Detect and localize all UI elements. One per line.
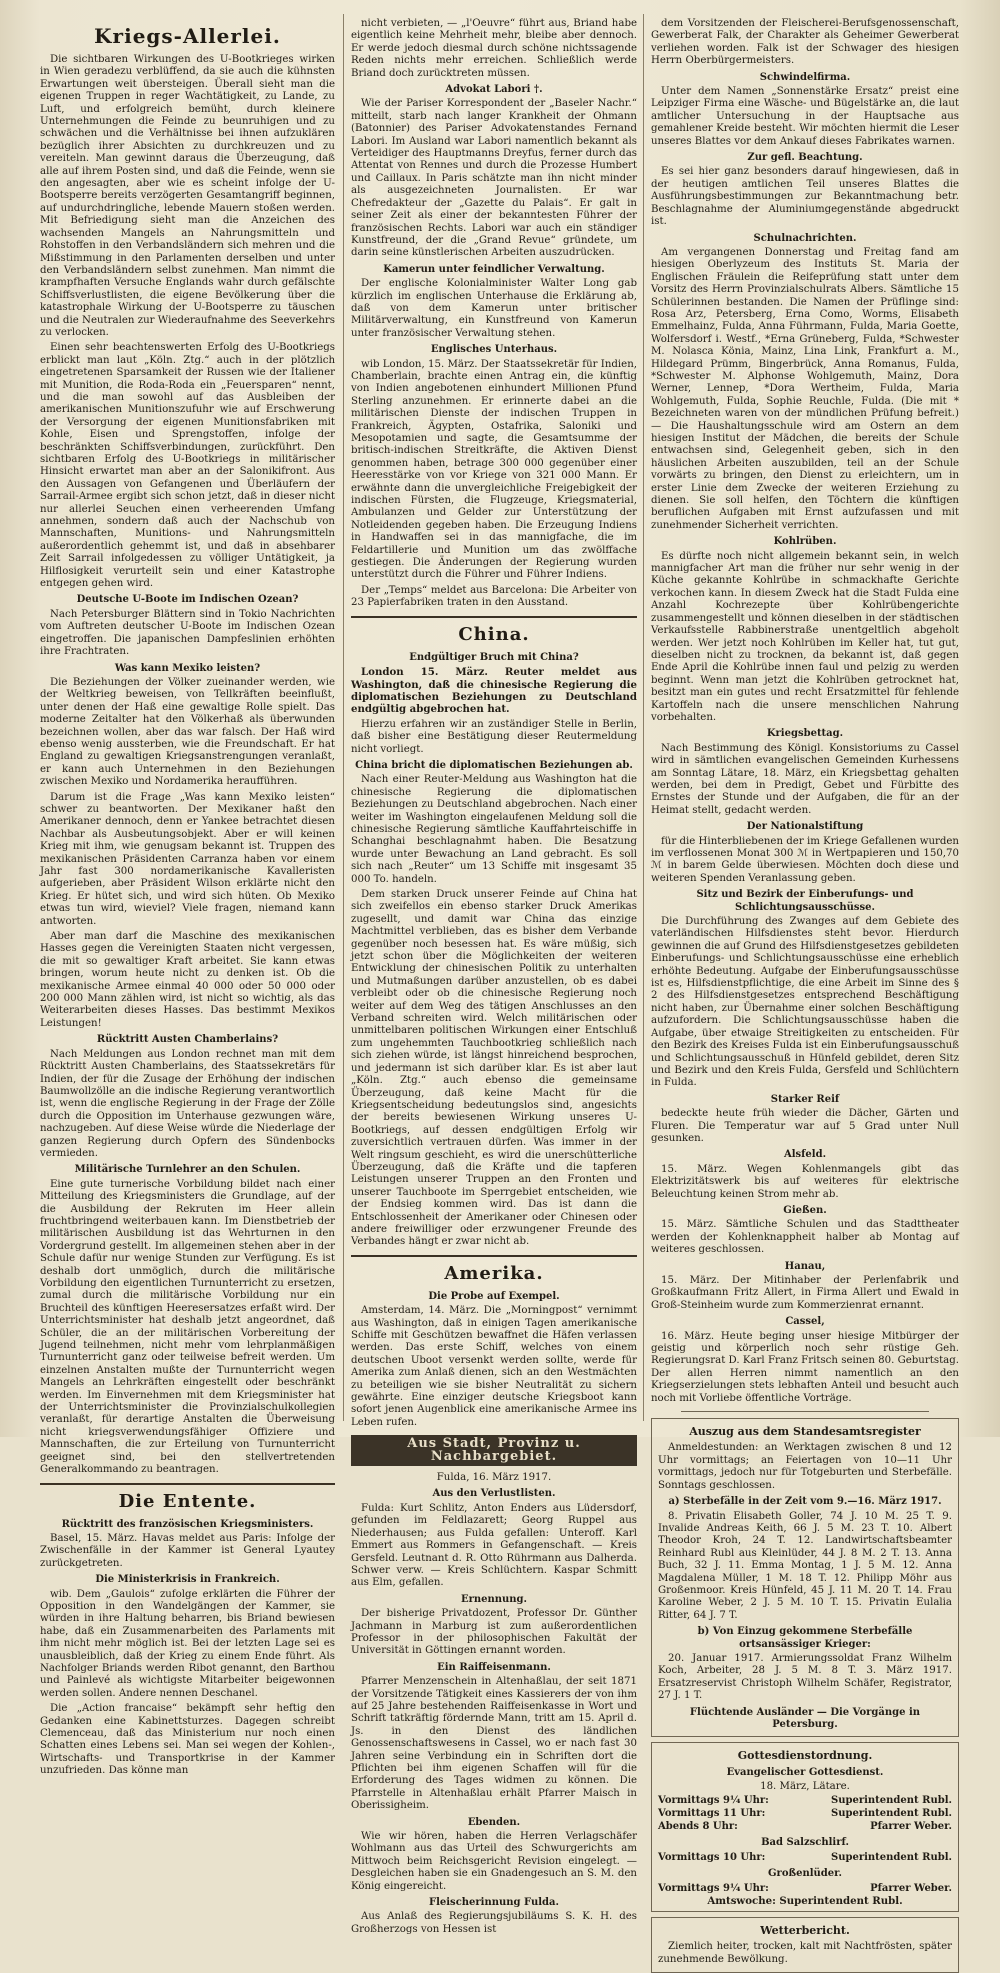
article-heading: Kohlrüben. bbox=[773, 536, 837, 548]
article-paragraph: Hierzu erfahren wir an zuständiger Stelle in Berlin, daß bisher eine Bestätigung dieser Reutermeldung nicht vorliegt. bbox=[351, 718, 637, 755]
article-heading: Gießen. bbox=[783, 1204, 827, 1216]
article-paragraph: 8. Privatin Elisabeth Goller, 74 J. 10 M. 25 T. 9. Invalide Andreas Keith, 66 J. 5 M. 23 T. 10. Albert Theodor Kroh, 24 T. 12. Landwirtschaftsbeamter Reinhard Rubl aus Kleinlüder, 44 J. 8 M. 2 T. 13. Anna Buch, 32 J. 11. Emma Montag, 1 J. 5 M. 12. Anna Magdalena Müller, 1 M. 18 T. 12. Philipp Möhr aus Großenmoor. Kreis Hünfeld, 45 J. 11 M. 20 T. 14. Frau Karoline Weber, 2 J. 5 M. 10 T. 15. Privatin Eulalia Ritter, 64 J. 7 T. bbox=[658, 1510, 952, 1621]
article-paragraph: wib London, 15. März. Der Staatssekretär für Indien, Chamberlain, brachte einen Antrag ein, die künftig von Indien angebotenen einhundert Millionen Pfund Sterling anzunehmen. Er erinnerte dabei an die militärischen Dienste der indischen Truppen in Frankreich, Ägypten, Ostafrika, Saloniki und Mesopotamien und sagte, die Gesamtsumme der britisch-indischen Streitkräfte, die Aktiven Dienst genommen haben, betrage 300 000 gegenüber einer Heeresstärke von vor Kriege von 321 000 Mann. Er erwähnte dann die unvergleichliche Freigebigkeit der indischen Fürsten, die Flugzeuge, Kriegsmaterial, Ambulanzen und Gelder zur Unterstützung der Notleidenden gegeben haben. Die Erzeugung Indiens in Handwaffen sei in das mannigfache, die im Feldartillerie und Munition um das zwölffache gestiegen. Die Änderungen der Regierung wurden unterstützt durch die Führer und Führer Indiens. bbox=[351, 358, 637, 581]
article-paragraph: Es sei hier ganz besonders darauf hingewiesen, daß in der heutigen amtlichen Teil unseres Blattes die Ausführungsbestimmungen zur Bekanntmachung betr. Beschlagnahme der Aluminiumgegenstände abgedruckt ist. bbox=[651, 166, 959, 228]
section-title-kriegs-allerlei: Kriegs-Allerlei. bbox=[94, 24, 281, 48]
service-row bbox=[658, 1820, 952, 1833]
article-heading: Alsfeld. bbox=[783, 1149, 827, 1161]
column-rule bbox=[643, 14, 644, 1421]
article-heading: Fleischerinnung Fulda. bbox=[429, 1897, 559, 1909]
article-heading: Evangelischer Gottesdienst. bbox=[726, 1766, 884, 1778]
service-time: Abends 8 Uhr: bbox=[658, 1820, 738, 1832]
section-title-entente: Die Entente. bbox=[118, 1490, 257, 1512]
article-paragraph: Der englische Kolonialminister Walter Long gab kürzlich im englischen Unterhause die Erklärung ab, daß von dem Kamerun unter britischer Militärverwaltung, ein Kunstfreund von Kamerun unter französischer Verwaltung stehen. bbox=[351, 278, 637, 339]
article-paragraph: Amsterdam, 14. März. Die „Morningpost“ vernimmt aus Washington, daß in einigen Tagen amerikanische Schiffe mit Geschützen bewaffnet die Häfen verlassen werden. Das erste Schiff, welches von einem deutschen Uboot versenkt werden sollte, werde für Amerika zum Anlaß dienen, sich an den Westmächten zu beteiligen wie sie bisher Neutralität zu sichern gewährte. Eine einziger deutsche Kriegsboot kann sofort jenen Augenblick eine amerikanische Armee ins Leben rufen. bbox=[351, 1305, 637, 1428]
article-heading: Englisches Unterhaus. bbox=[430, 344, 558, 356]
standesamt-box bbox=[651, 1418, 959, 1737]
dateline: Fulda, 16. März 1917. bbox=[436, 1472, 552, 1484]
article-paragraph: Die „Action francaise“ bekämpft sehr heftig den Gedanken eine Kabinettsturzes. Dagegen schreibt Clemenceau, daß das Ministerium nur noch einen Schatten eines Lebens sei. Man sei wegen der Kohlen-, Wirtschafts- und Transportkrise in der Kammer unzufrieden. Das könne man bbox=[40, 1703, 335, 1777]
article-paragraph: Die Beziehungen der Völker zueinander werden, wie der Weltkrieg beweisen, von Tellkräften beeinflußt, unter denen der Haß eine gewaltige Rolle spielt. Das moderne Zeitalter hat den Völkerhaß als überwunden bezeichnen wollen, aber das war falsch. Der Haß wird ebenso wenig aussterben, wie die Freundschaft. Er hat England zu gewaltigen Kriegsanstrengungen veranlaßt, er kann auch Unternehmen in den Beziehungen zwischen Mexiko und Nordamerika heraufführen. bbox=[40, 676, 335, 788]
article-paragraph: Darum ist die Frage „Was kann Mexiko leisten“ schwer zu beantworten. Der Mexikaner haßt den Amerikaner dennoch, denn er Yankee betrachtet diesen Nachbar als Ausbeutungsobjekt. Aber er will keinen Krieg mit ihm, wie genugsam bekannt ist. Truppen des mexikanischen Präsidenten Carranza haben vor einem Jahr fast 300 nordamerikanische Kavalleristen aufgerieben, aber Präsident Wilson erklärte nicht den Krieg. Er hütet sich, und wird sich hüten. Ob Mexiko etwas tun wird, wieviel? Viele fragen, niemand kann antworten. bbox=[40, 791, 335, 927]
article-paragraph: Der „Temps“ meldet aus Barcelona: Die Arbeiter von 23 Papierfabriken traten in den Ausstand. bbox=[351, 584, 637, 609]
divider bbox=[351, 1255, 637, 1257]
article-paragraph: Einen sehr beachtenswerten Erfolg des U-Bootkriegs erblickt man laut „Köln. Ztg.“ auch in der plötzlich eingetretenen Sparsamkeit der Russen wie der Italiener mit Munition, die Roda-Roda ein „Feuersparen“ nennt, und die man sowohl auf das Ausbleiben der amerikanischen Munitionszufuhr wie auf Erschwerung der Versorgung der eigenen Munitionsfabriken mit Kohle, Eisen und Sprengstoffen, infolge der beschränkten Schiffsverbindungen, zurückführt. Den sichtbaren Erfolg des U-Bootkriegs in militärischer Hinsicht erwartet man aber an der Salonikifront. Aus den Aussagen von Gefangenen und Überläufern der Sarrail-Armee ergibt sich schon jetzt, daß in dieser nicht nur allerlei Seuchen einen verheerenden Umfang annehmen, sondern daß auch der Nachschub von Mannschaften, Munitions- und Nahrungsmitteln außerordentlich gehemmt ist, und daß in absehbarer Zeit Sarrail infolgedessen zu völliger Untätigkeit, ja Hilflosigkeit verurteilt sein und einer Katastrophe entgegen gehen wird. bbox=[40, 342, 335, 590]
article-heading: Aus den Verlustlisten. bbox=[432, 1488, 556, 1500]
article-paragraph: Wie wir hören, haben die Herren Verlagschäfer Wohlmann aus das Urteil des Schwurgerichts am Mittwoch beim Reichsgericht Revision eingelegt. — Desgleichen haben sie ein Gnadengesuch an S. M. den König eingereicht. bbox=[351, 1831, 637, 1892]
article-paragraph: Nach Meldungen aus London rechnet man mit dem Rücktritt Austen Chamberlains, des Staatssekretärs für Indien, der für die Zusage der Erhöhung der indischen Baumwollzölle an die indische Regierung verantwortlich ist, wenn die englische Regierung in der Frage der Zölle durch die Opposition im Unterhause gezwungen wäre, nachzugeben. Auf diese Weise würde die Niederlage der ganzen Regierung durch Opfern des Sündenbocks vermieden. bbox=[40, 1048, 335, 1159]
divider bbox=[351, 616, 637, 618]
service-pastor: Pfarrer Weber. bbox=[870, 1883, 952, 1895]
article-heading: Die Ministerkrisis in Frankreich. bbox=[95, 1574, 280, 1586]
service-date: 18. März, Lätare. bbox=[760, 1781, 850, 1793]
section-title-china: China. bbox=[458, 623, 530, 645]
service-time: Vormittags 9¼ Uhr: bbox=[658, 1794, 769, 1806]
article-paragraph: Eine gute turnerische Vorbildung bildet nach einer Mitteilung des Kriegsministers die Grundlage, auf der die Ausbildung der Rekruten im Heer allein fruchtbringend weiterbauen kann. Im Dienstbetrieb der militärischen Ausbildung ist das Wehrturnen in den Vordergrund gestellt. Im allgemeinen stehen aber in der Schule dafür nur wenige Stunden zur Verfügung. Es ist deshalb dort unmöglich, durch die militärische Vorbildung den eigentlichen Turnunterricht zu ersetzen, zumal durch die militärische Vorbildung nur ein Bruchteil des künftigen Heeresersatzes erfaßt wird. Der Unterrichtsminister hat deshalb jetzt angeordnet, daß Schüler, die an der militärischen Vorbereitung der Jugend teilnehmen, nicht mehr vom lehrplanmäßigen Turnunterricht ganz oder teilweise befreit werden. Um einzelnen Anstalten mußte der Turnunterricht wegen Mangels an Lehrkräften eingestellt oder beschränkt werden. Im Einvernehmen mit dem Kriegsminister hat der Unterrichtsminister die Provinzialschulkollegien veranlaßt, für derartige Anstalten die Überweisung nicht kriegsverwendungsfähiger Offiziere und Mannschaften, die zur Erteilung von Turnunterricht geeignet sind, bei den stellvertretenden Generalkommando zu beantragen. bbox=[40, 1178, 335, 1476]
article-heading: Schwindelfirma. bbox=[759, 71, 851, 83]
article-paragraph: nicht verbieten, — „l'Oeuvre“ führt aus, Briand habe eigentlich keine Mehrheit mehr, bleibe aber dennoch. Er werde jedoch diesmal durch schöne nichtssagende Reden nichts mehr erreichen. Schließlich werde Briand doch zurücktreten müssen. bbox=[351, 18, 637, 79]
article-paragraph: dem Vorsitzenden der Fleischerei-Berufsgenossenschaft, Gewerberat Falk, der Charakter als Geheimer Gewerberat verliehen worden. Falk ist der Schwager des hiesigen Herrn Oberbürgermeisters. bbox=[651, 18, 959, 67]
article-heading: Endgültiger Bruch mit China? bbox=[409, 651, 579, 663]
service-time: Vormittags 9¼ Uhr: bbox=[658, 1883, 769, 1895]
article-heading: Wetterbericht. bbox=[760, 1923, 850, 1937]
article-heading: China bricht die diplomatischen Beziehungen ab. bbox=[355, 759, 633, 771]
article-paragraph: 20. Januar 1917. Armierungssoldat Franz Wilhelm Koch, Arbeiter, 28 J. 5 M. 8 T. 3. März 1917. Ersatzreservist Christoph Wilhelm Schäfer, Registrator, 27 J. 1 T. bbox=[658, 1652, 952, 1702]
article-paragraph: 15. März. Sämtliche Schulen und das Stadttheater werden der Kohlenknappheit halber ab Montag auf weiteres geschlossen. bbox=[651, 1219, 959, 1256]
article-heading: Starker Reif bbox=[770, 1093, 840, 1105]
article-paragraph: Unter dem Namen „Sonnenstärke Ersatz“ preist eine Leipziger Firma eine Wäsche- und Bügelstärke an, die laut amtlicher Untersuchung in der Hauptsache aus gemahlener Kreide besteht. Wir möchten hiermit die Leser unseres Blattes vor dem Ankauf dieses Fabrikates warnen. bbox=[651, 86, 959, 147]
article-paragraph: Fulda: Kurt Schlitz, Anton Enders aus Lüdersdorf, gefunden im Feldlazarett; Georg Ruppel aus Niederhausen; aus Fulda gefallen: Unteroff. Karl Emmert aus Rommers in Gefangenschaft. — Kreis Gersfeld. Leutnant d. R. Otto Rührmann aus Dalherda. Schwer verw. — Kreis Schlüchtern. Kaspar Schmitt aus Elm, gefallen. bbox=[351, 1502, 637, 1589]
article-heading: Ein Raiffeisenmann. bbox=[437, 1661, 551, 1673]
article-paragraph: London 15. März. Reuter meldet aus Washington, daß die chinesische Regierung die diplomatischen Beziehungen zu Deutschland endgültig abgebrochen hat. bbox=[351, 666, 637, 716]
service-time: Vormittags 11 Uhr: bbox=[658, 1807, 766, 1819]
column-rule bbox=[343, 14, 344, 1421]
article-paragraph: für die Hinterbliebenen der im Kriege Gefallenen wurden im verflossenen Monat 300 ℳ in Wertpapieren und 150,70 ℳ in barem Gelde überwiesen. Möchten doch diese und weiteren Spenden Veranlassung geben. bbox=[651, 835, 959, 884]
article-paragraph: Wie der Pariser Korrespondent der „Baseler Nachr.“ mitteilt, starb nach langer Krankheit der Ohmann (Batonnier) des Pariser Advokatenstandes Fernand Labori. Im Ausland war Labori namentlich bekannt als Verteidiger des Hauptmanns Dreyfus, ferner durch das Attentat von Rennes und durch die Prozesse Humbert und Caillaux. In Paris schätzte man ihn nicht minder als ausgezeichneten Journalisten. Er war Chefredakteur der „Gazette du Palais“. Er galt in seiner Zeit als einer der bekanntesten Führer der französischen Rechts. Labori war auch ein ständiger Kunstfreund, der die „Grand Revue“ gründete, um darin seine künstlerischen Arbeiten auszudrücken. bbox=[351, 98, 637, 259]
article-paragraph: 15. März. Der Mitinhaber der Perlenfabrik und Großkaufmann Fritz Allert, in Firma Allert und Ewald in Groß-Steinheim wurde zum Kommerzienrat ernannt. bbox=[651, 1275, 959, 1311]
article-heading: Ebenden. bbox=[467, 1816, 521, 1828]
article-paragraph: Dem starken Druck unserer Feinde auf China hat sich zweifellos ein ebenso starker Druck Amerikas zugesellt, und damit war China das einzige Machtmittel verblieben, das es bisher dem Verbande gegenüber noch besessen hat. Es wäre müßig, sich jetzt schon über die Möglichkeiten der weiteren Entwicklung der chinesischen Politik zu unterhalten und Mutmaßungen darüber anzustellen, ob es dabei verbleibt oder ob die chinesische Regierung noch weiter auf dem Weg des tätigen Anschlusses an den Verband schreiten wird. Welch militärischen oder unmittelbaren politischen Wirkungen einer Entschluß zum ungehemmten Tauchbootkrieg schließlich nach sich ziehen würde, ist längst hinreichend besprochen, und jedermann ist sich darüber klar. Es ist aber laut „Köln. Ztg.“ auch ebenso die gemeinsame Überzeugung, daß keine Macht für die Kriegsentscheidung bedeutungslos sind, angesichts der bereits bewiesenen Wirkung unseres U-Bootkriegs, auf dessen endgültigen Erfolg wir zuversichtlich vertrauen dürfen. Was immer in der Welt ringsum geschieht, es wird die unerschütterliche Überzeugung, daß die Kräfte und die tapferen Leistungen unserer Truppen an den Fronten und unserer Tauchboote im Sperrgebiet entscheiden, wie der Endsieg kommen wird. Das ist dann die Entschlossenheit der Amerikaner oder Chinesen oder andere freiwilliger oder erzwungener Freunde des Verbandes hängt er zwar nicht ab. bbox=[351, 889, 637, 1248]
divider bbox=[40, 1483, 335, 1485]
article-heading: Flüchtende Ausländer — Die Vorgänge in Petersburg. bbox=[689, 1706, 921, 1730]
article-paragraph: Die sichtbaren Wirkungen des U-Bootkrieges wirken in Wien geradezu verblüffend, da sie auch die kühnsten Erwartungen weit übersteigen. Überall sieht man die eigenen Truppen in reger Wachtätigkeit, zu Lande, zu Luft, und erfolgreich bemüht, durch kleinere Unternehmungen die Feinde zu beunruhigen und zu schwächen und die Verhältnisse bei ihnen aufzuklären bezüglich ihrer Absichten zu durchkreuzen und zu vereiteln. Man gewinnt daraus die Überzeugung, daß alle auf ihrem Posten sind, und daß die Feinde, wenn sie den angesagten, aber wie es scheint infolge der U-Bootsperre bereits verzögerten Gesamtangriff beginnen, auf undurchdringliche, lebende Mauern stoßen werden. Mit Befriedigung sieht man die Anzeichen des wachsenden Mangels an Nahrungsmitteln und Rohstoffen in den Verbandsländern sich mehren und die Mißstimmung in den Parlamenten derselben und unter den Verbandsländern selbst zunehmen. Man nimmt die krampfhaften Versuche Englands wahr durch gefälschte Schiffsverlustlisten, die eigene Bevölkerung über die katastrophale Wirkung der U-Bootsperre zu täuschen und die Neutralen zur Wiederaufnahme des Seeverkehrs zu verlocken. bbox=[40, 54, 335, 338]
article-paragraph: Die Durchführung des Zwanges auf dem Gebiete des vaterländischen Hilfsdienstes steht bevor. Hierdurch gewinnen die auf Grund des Hilfsdienstgesetzes gebildeten Einberufungs- und Schlichtungsausschüsse eine erheblich erhöhte Bedeutung. Aufgabe der Einberufungsausschüsse ist es, Hilfsdienstpflichtige, die eine Arbeit im Sinne des § 2 des Hilfsdienstgesetzes entsprechend Beschäftigung nicht haben, zur Übernahme einer solchen Beschäftigung aufzufordern. Die Schlichtungsausschüsse haben die Aufgabe, über etwaige Streitigkeiten zu entscheiden. Für den Bezirk des Kreises Fulda ist ein Einberufungsausschuß und Schlichtungsausschuß in Hünfeld gebildet, deren Sitz und Bezirk und den Kreis Fulda, Gersfeld und Schlüchtern in Fulda. bbox=[651, 916, 959, 1089]
article-heading: Hanau, bbox=[784, 1260, 826, 1272]
article-heading: Was kann Mexiko leisten? bbox=[114, 662, 261, 674]
article-paragraph: Ziemlich heiter, trocken, kalt mit Nachtfrösten, später zunehmende Bewölkung. bbox=[658, 1941, 952, 1965]
service-row bbox=[658, 1882, 952, 1895]
service-pastor: Superintendent Rubl. bbox=[830, 1807, 952, 1819]
article-heading: a) Sterbefälle in der Zeit vom 9.—16. März 1917. bbox=[668, 1496, 942, 1508]
divider bbox=[681, 1411, 929, 1412]
article-heading: Kriegsbettag. bbox=[766, 728, 844, 740]
article-paragraph: Nach Bestimmung des Königl. Konsistoriums zu Cassel wird in sämtlichen evangelischen Gemeinden Kurhessens am Sonntag Lätare, 18. März, ein Kriegsbettag gehalten werden, bei dem in Predigt, Gebet und Fürbitte des Ernstes der Stunde und der Aufgaben, die für an der Heimat stellt, gedacht werden. bbox=[651, 742, 959, 816]
service-pastor: Superintendent Rubl. bbox=[830, 1852, 952, 1864]
article-heading: Deutsche U-Boote im Indischen Ozean? bbox=[76, 594, 299, 606]
article-paragraph: 16. März. Heute beging unser hiesige Mitbürger der geistig und körperlich noch sehr rüstige Geh. Regierungsrat D. Karl Franz Fritsch seinen 80. Geburtstag. Der allen Herren nimmt namentlich an den Kriegserzielungen stets lebhaften Anteil und besucht auch noch mit Vorliebe öffentliche Vorträge. bbox=[651, 1330, 959, 1404]
article-heading: Advokat Labori †. bbox=[445, 84, 543, 96]
article-heading: Die Probe auf Exempel. bbox=[428, 1290, 560, 1302]
service-pastor: Pfarrer Weber. bbox=[870, 1820, 952, 1832]
article-paragraph: Der bisherige Privatdozent, Professor Dr. Günther Jachmann in Marburg ist zum außerordentlichen Professor in der philosophischen Fakultät der Universität in Göttingen ernannt worden. bbox=[351, 1608, 637, 1657]
column-middle bbox=[351, 18, 637, 1935]
article-paragraph: Anmeldestunden: an Werktagen zwischen 8 und 12 Uhr vormittags; an Feiertagen von 10—11 Uhr vormittags, jedoch nur für Totgeburten und Sterbefälle. Sonntags geschlossen. bbox=[658, 1442, 952, 1491]
article-heading: Großenlüder. bbox=[768, 1868, 842, 1880]
article-heading: Militärische Turnlehrer an den Schulen. bbox=[74, 1164, 301, 1176]
wetter-box bbox=[651, 1917, 959, 1973]
article-heading: Bad Salzschlirf. bbox=[761, 1836, 849, 1848]
article-heading: Der Nationalstiftung bbox=[746, 821, 864, 833]
amtswoche: Amtswoche: Superintendent Rubl. bbox=[707, 1895, 903, 1908]
column-left bbox=[40, 18, 335, 1777]
article-paragraph: Nach Petersburger Blättern sind in Tokio Nachrichten vom Auftreten deutscher U-Boote im Indischen Ozean eingetroffen. Die japanischen Dampfeslinien erhöhten ihre Frachtraten. bbox=[40, 608, 335, 658]
article-heading: Auszug aus dem Standesamtsregister bbox=[689, 1425, 921, 1439]
gottesdienst-box bbox=[651, 1742, 959, 1911]
section-title-amerika: Amerika. bbox=[444, 1262, 544, 1284]
service-row bbox=[658, 1851, 952, 1864]
article-heading: Ernennung. bbox=[460, 1593, 528, 1605]
article-paragraph: wib. Dem „Gaulois“ zufolge erklärten die Führer der Opposition in den Wandelgängen der Kammer, sie würden in ihre Haltung beharren, bis Briand bewiesen habe, daß ein Zusammenarbeiten des Parlaments mit ihm nicht mehr möglich ist. Bei der letzten Lage sei es unausbleiblich, daß der Krieg zu einem Ende führt. Als Nachfolger Briands werden Ribot genannt, den Barthou und Painlevé als wichtigste Mitarbeiter beigewonnen werden sollen. Andere nennen Deschanel. bbox=[40, 1588, 335, 1699]
article-paragraph: 15. März. Wegen Kohlenmangels gibt das Elektrizitätswerk bis auf weiteres für elektrische Beleuchtung keinen Strom mehr ab. bbox=[651, 1163, 959, 1200]
article-heading: Gottesdienstordnung. bbox=[737, 1749, 873, 1763]
article-heading: Rücktritt Austen Chamberlains? bbox=[96, 1034, 279, 1046]
service-row bbox=[658, 1807, 952, 1820]
article-paragraph: Aus Anlaß des Regierungsjubiläums S. K. H. des Großherzogs von Hessen ist bbox=[351, 1911, 637, 1935]
article-heading: Zur gefl. Beachtung. bbox=[747, 152, 863, 164]
article-heading: Kamerun unter feindlicher Verwaltung. bbox=[383, 263, 605, 275]
article-paragraph: Es dürfte noch nicht allgemein bekannt sein, in welch mannigfacher Art man die früher nur sehr wenig in der Küche gekannte Kohlrübe in schmackhafte Gerichte verkochen kann. In diesem Zweck hat die Stadt Fulda eine Anzahl Kochrezepte über Kohlrübengerichte zusammengestellt und können dieselben in der städtischen Verkaufsstelle Rabbinerstraße unentgeltlich abgeholt werden. Wer jetzt noch Kohlrüben im Keller hat, tut gut, dieselben nicht zu trocknen, da bekannt ist, daß gegen Ende April die Kohlrübe innen faul und pelzig zu werden beginnt. Wenn man jetzt die Kohlrüben getrocknet hat, besitzt man ein gutes und recht Ersatzmittel für fehlende Kartoffeln nach die unsere menschlichen Nahrung vorbehalten. bbox=[651, 550, 959, 723]
article-paragraph: Nach einer Reuter-Meldung aus Washington hat die chinesische Regierung die diplomatischen Beziehungen zu Deutschland abgebrochen. Nach einer weiter im Washington eingelaufenen Meldung soll die chinesische Regierung sämtliche Kauffahrteischiffe in Schanghai beschlagnahmt haben. Die Besatzung wurde unter Bewachung an Land gebracht. Es soll sich nach „Reuter“ um 13 Schiffe mit insgesamt 35 000 To. handeln. bbox=[351, 774, 637, 885]
column-right bbox=[651, 18, 959, 1965]
article-heading: Rücktritt des französischen Kriegsministers. bbox=[61, 1518, 314, 1530]
article-paragraph: Pfarrer Menzenschein in Altenhaßlau, der seit 1871 der Vorsitzende Tätigkeit eines Kassierers der von ihm auf 25 Jahre bestehenden Raiffeisenkasse in Wort und Schrift tatkräftig fördernde Mann, tritt am 15. April d. Js. in den Dienst des ländlichen Genossenschaftswesens in Cassel, wo er nach fast 30 Jahren seine Verbindung ein in Schriften dort die Pflichten bei ihm eigenen Schaffen will für die Erforderung des Tages widmen zu können. Die Pfarrstelle in Altenhaßlau erhält Pfarrer Maisch in Oberissigheim. bbox=[351, 1676, 637, 1812]
article-heading: Schulnachrichten. bbox=[753, 232, 857, 244]
article-heading: Sitz und Bezirk der Einberufungs- und Schlichtungsausschüsse. bbox=[696, 889, 914, 913]
service-pastor: Superintendent Rubl. bbox=[830, 1794, 952, 1806]
service-time: Vormittags 10 Uhr: bbox=[658, 1852, 766, 1864]
service-row bbox=[658, 1794, 952, 1807]
section-banner-local: Aus Stadt, Provinz u. Nachbargebiet. bbox=[351, 1435, 637, 1466]
article-paragraph: Aber man darf die Maschine des mexikanischen Hasses gegen die Vereinigten Staaten nicht vergessen, die mit so gewaltiger Kraft arbeitet. Sie kann etwas bringen, worum heute nicht zu denken ist. Ob die mexikanische Armee einmal 40 000 oder 50 000 oder 200 000 Mann zählen wird, ist nicht so wichtig, als das Weiterarbeiten dieses Hasses. Das bestimmt Mexikos Leistungen! bbox=[40, 931, 335, 1029]
article-paragraph: Am vergangenen Donnerstag und Freitag fand am hiesigen Oberlyzeum des Instituts St. Maria der Englischen Fräulein die Reifeprüfung statt unter dem Vorsitz des Herrn Provinzialschulrats Albers. Sämtliche 15 Schülerinnen bestanden. Die Namen der Prüflinge sind: Rosa Arz, Petersberg, Erna Como, Worms, Elisabeth Emmelhainz, Fulda, Anna Führmann, Fulda, Maria Goette, Wolfersdorf i. Westf., *Erna Grüneberg, Fulda, *Schwester M. Nolasca Könia, Mainz, Lina Link, Frankfurt a. M., Hildegard Prümm, Bingerbrück, Anna Romanus, Fulda, *Schwester M. Alphonse Wohlgemuth, Mainz, Dora Werner, Lennep, *Dora Wertheim, Fulda, Maria Wohlgemuth, Fulda, Sophie Reuchle, Fulda. (Die mit * Bezeichneten waren von der mündlichen Prüfung befreit.) — Die Haushaltungsschule wird am Ostern an dem hiesigen Institut der Mädchen, die bereits der Schule entwachsen sind, Gelegenheit geben, sich in den häuslichen Arbeiten auszubilden, teil an der Schule vorwärts zu bringen, den Dienst zu erleichtern, um in erster Linie dem Zwecke der weiteren Erziehung zu dienen. Sie soll helfen, den Töchtern die künftigen beruflichen Aufgaben mit Ernst aufzufassen und mit zunehmender Sicherheit verrichten. bbox=[651, 246, 959, 531]
article-heading: Cassel, bbox=[785, 1316, 825, 1328]
article-heading: b) Von Einzug gekommene Sterbefälle ortsansässiger Krieger: bbox=[697, 1626, 913, 1650]
article-paragraph: Basel, 15. März. Havas meldet aus Paris: Infolge der Zwischenfälle in der Kammer ist General Lyautey zurückgetreten. bbox=[40, 1532, 335, 1569]
article-paragraph: bedeckte heute früh wieder die Dächer, Gärten und Fluren. Die Temperatur war auf 5 Grad unter Null gesunken. bbox=[651, 1108, 959, 1144]
